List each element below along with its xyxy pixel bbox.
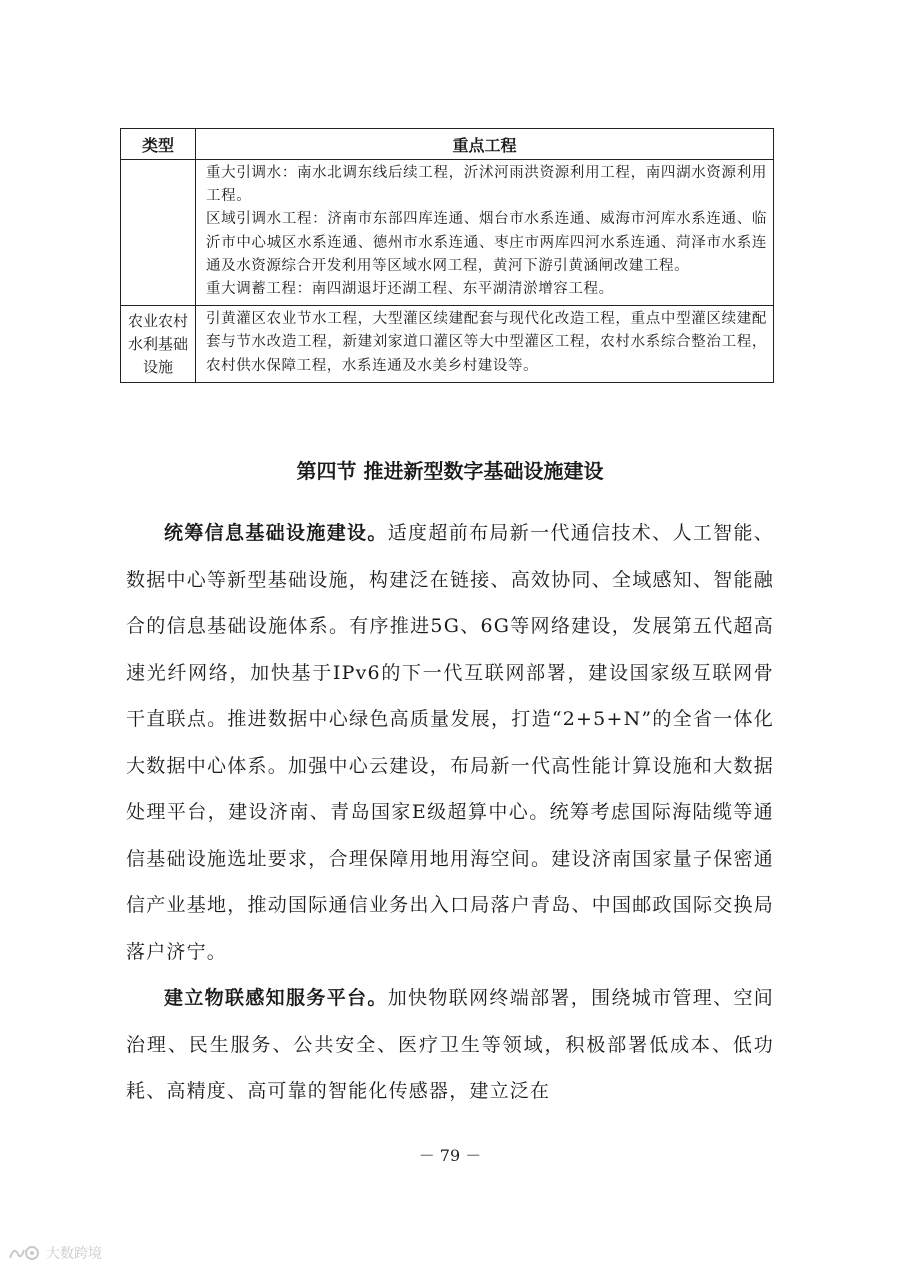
body-paragraph	[126, 510, 774, 975]
project-paragraph	[206, 308, 767, 378]
section-title: 第四节 推进新型数字基础设施建设	[296, 459, 604, 483]
paragraph-text: 加快物联网终端部署，围绕城市管理、空间治理、民生服务、公共安全、医疗卫生等领域，积极部署低成本、低功耗、高精度、高可靠的智能化传感器，建立泛在	[126, 987, 774, 1102]
project-lead: 区域引调水工程：	[206, 211, 328, 228]
paragraph-lead: 建立物联感知服务平台。	[164, 987, 388, 1009]
project-text: 引黄灌区农业节水工程，大型灌区续建配套与现代化改造工程，重点中型灌区续建配套与节水改造工程，新建刘家道口灌区等大中型灌区工程，农村水系综合整治工程，农村供水保障工程，水系连通及水美乡村建设等。	[206, 311, 767, 374]
project-paragraph	[206, 278, 767, 301]
type-cell: 农业农村水利基础设施	[121, 306, 196, 383]
projects-cell	[196, 306, 774, 383]
project-text: 南水北调东线后续工程，沂沭河雨洪资源利用工程，南四湖水资源利用工程。	[206, 165, 767, 205]
project-lead: 重大调蓄工程：	[206, 281, 312, 298]
header-key-projects: 重点工程	[196, 129, 774, 160]
header-type: 类型	[121, 129, 196, 160]
key-projects-table	[120, 128, 774, 383]
body-paragraph	[126, 975, 774, 1115]
table-header-row	[121, 129, 774, 160]
body-text	[126, 510, 774, 1115]
projects-cell	[196, 160, 774, 306]
project-text: 济南市东部四库连通、烟台市水系连通、威海市河库水系连通、临沂市中心城区水系连通、德州市水系连通、枣庄市两库四河水系连通、菏泽市水系连通及水资源综合开发利用等区域水网工程，黄河下游引黄涵闸改建工程。	[206, 211, 767, 274]
paragraph-lead: 统筹信息基础设施建设。	[164, 522, 388, 544]
table-row	[121, 306, 774, 383]
watermark-logo-icon	[8, 1244, 42, 1262]
page-number: － 79 －	[418, 1146, 482, 1165]
paragraph-text: 适度超前布局新一代通信技术、人工智能、数据中心等新型基础设施，构建泛在链接、高效协同、全域感知、智能融合的信息基础设施体系。有序推进5G、6G等网络建设，发展第五代超高速光纤网络，加快基于IPv6的下一代互联网部署，建设国家级互联网骨干直联点。推进数据中心绿色高质量发展，打造“2+5+N”的全省一体化大数据中心体系。加强中心云建设，布局新一代高性能计算设施和大数据处理平台，建设济南、青岛国家E级超算中心。统筹考虑国际海陆缆等通信基础设施选址要求，合理保障用地用海空间。建设济南国家量子保密通信产业基地，推动国际通信业务出入口局落户青岛、中国邮政国际交换局落户济宁。	[126, 522, 774, 963]
project-text: 南四湖退圩还湖工程、东平湖清淤增容工程。	[311, 281, 614, 298]
table-row	[121, 160, 774, 306]
project-lead: 重大引调水：	[206, 165, 297, 181]
project-paragraph	[206, 208, 767, 278]
watermark-text: 大数跨境	[46, 1246, 102, 1262]
project-paragraph	[206, 162, 767, 208]
type-cell	[121, 160, 196, 306]
watermark	[8, 1243, 102, 1263]
